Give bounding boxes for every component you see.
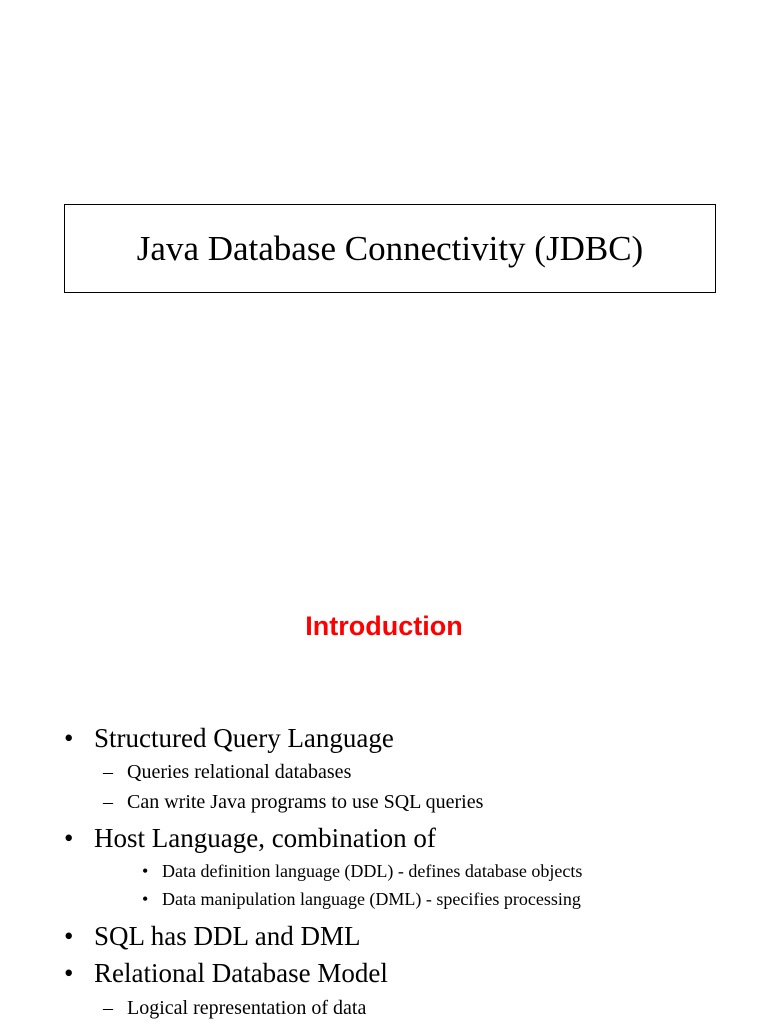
bullet-marker: • (64, 921, 74, 951)
list-item-text: Relational Database Model (94, 958, 388, 988)
list-item-text: Structured Query Language (94, 723, 394, 753)
bullet-marker: • (64, 958, 74, 988)
bullet-marker: • (142, 889, 149, 909)
list-item-text: Data definition language (DDL) - defines database objects (162, 861, 583, 881)
list-item-text: Logical representation of data (127, 997, 367, 1019)
bullet-marker: • (64, 723, 74, 753)
list-item-text: SQL has DDL and DML (94, 921, 361, 951)
section-heading: Introduction (305, 611, 463, 641)
bullet-marker: • (142, 861, 149, 881)
bullet-marker: • (64, 823, 74, 853)
slide-title: Java Database Connectivity (JDBC) (136, 229, 644, 268)
list-item (64, 920, 361, 952)
list-item (103, 996, 367, 1020)
dash-marker: – (103, 761, 113, 783)
dash-marker: – (103, 791, 113, 813)
list-item (103, 760, 352, 784)
list-item (64, 957, 388, 989)
list-item (142, 860, 583, 882)
title-box (64, 204, 716, 293)
list-item-text: Data manipulation language (DML) - specifies processing (162, 889, 581, 909)
list-item (64, 722, 394, 754)
dash-marker: – (103, 997, 113, 1019)
list-item-text: Queries relational databases (127, 761, 352, 783)
list-item-text: Can write Java programs to use SQL queries (127, 791, 484, 813)
list-item (142, 888, 581, 910)
list-item-text: Host Language, combination of (94, 823, 436, 853)
list-item (64, 822, 436, 854)
list-item (103, 790, 484, 814)
